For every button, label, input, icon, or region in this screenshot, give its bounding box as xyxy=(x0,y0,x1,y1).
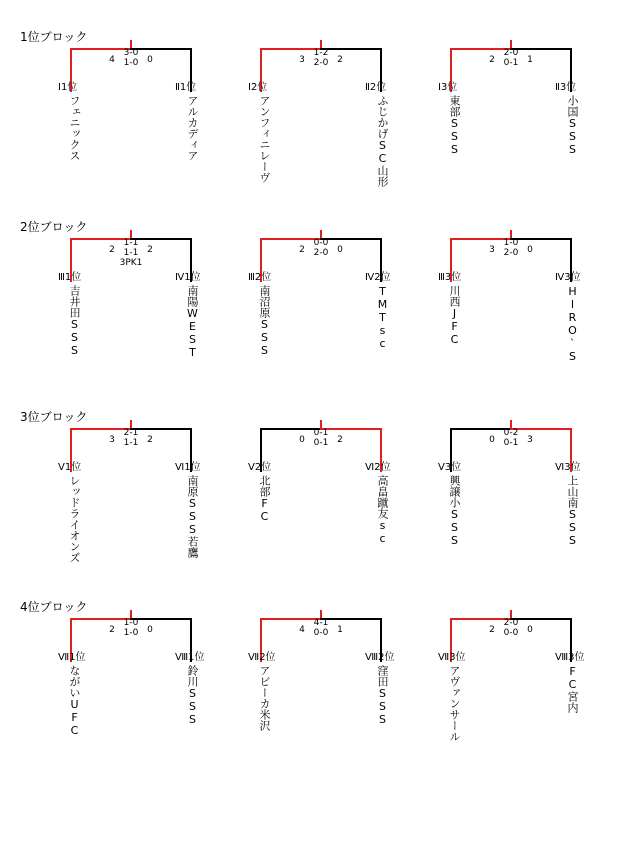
half-scores xyxy=(120,238,142,258)
first-half-score: 1-0 xyxy=(503,238,519,248)
right-team-seed: Ⅱ1位 xyxy=(175,82,197,93)
left-total-score: 0 xyxy=(299,435,305,445)
right-total-score: 0 xyxy=(527,245,533,255)
half-scores xyxy=(120,48,142,68)
right-total-score: 0 xyxy=(147,625,153,635)
match-bracket xyxy=(438,220,581,405)
first-half-score: 0-2 xyxy=(503,428,519,438)
left-total-score: 2 xyxy=(489,55,495,65)
right-total-score: 1 xyxy=(337,625,343,635)
left-team-seed: Ⅰ3位 xyxy=(438,82,458,93)
left-team-seed: Ⅲ1位 xyxy=(58,272,82,283)
right-total-score: 2 xyxy=(337,435,343,445)
half-scores xyxy=(310,48,332,68)
right-team-name: TMTsc xyxy=(376,285,389,350)
right-team-seed: Ⅵ2位 xyxy=(365,462,391,473)
right-total-score: 2 xyxy=(337,55,343,65)
left-team-seed: Ⅴ2位 xyxy=(248,462,272,473)
match-bracket xyxy=(248,30,389,215)
right-team-name: 南原SSS若鷹 xyxy=(186,475,199,558)
half-scores xyxy=(310,238,332,258)
left-team-seed: Ⅲ2位 xyxy=(248,272,272,283)
left-total-score: 2 xyxy=(299,245,305,255)
left-team-name: レッドライオンズ xyxy=(68,475,81,563)
match-bracket xyxy=(58,30,199,215)
pk-score: 3PK1 xyxy=(119,258,143,268)
left-team-name: 吉井田SSS xyxy=(68,285,81,357)
match-bracket xyxy=(58,410,201,595)
first-half-score: 0-1 xyxy=(313,428,329,438)
right-team-name: 小国SSS xyxy=(566,95,579,156)
right-team-name: アルカディア xyxy=(186,95,199,161)
second-half-score: 1-0 xyxy=(123,628,139,638)
left-team-name: アヴァンサール xyxy=(448,665,461,742)
first-half-score: 2-1 xyxy=(123,428,139,438)
first-half-score: 0-0 xyxy=(313,238,329,248)
second-half-score: 1-1 xyxy=(123,248,139,258)
half-scores xyxy=(120,428,142,448)
left-team-seed: Ⅲ3位 xyxy=(438,272,462,283)
first-half-score: 1-0 xyxy=(123,618,139,628)
right-team-seed: Ⅱ3位 xyxy=(555,82,577,93)
left-team-name: 興譲小SSS xyxy=(448,475,461,547)
half-scores xyxy=(500,618,522,638)
right-team-seed: Ⅷ2位 xyxy=(365,652,395,663)
right-team-name: 窪田SSS xyxy=(376,665,389,726)
left-team-name: ながいUFC xyxy=(68,665,81,737)
left-total-score: 4 xyxy=(109,55,115,65)
left-team-seed: Ⅰ2位 xyxy=(248,82,268,93)
second-half-score: 0-1 xyxy=(313,438,329,448)
left-team-name: アビーカ米沢 xyxy=(258,665,271,731)
second-half-score: 2-0 xyxy=(503,248,519,258)
first-half-score: 3-0 xyxy=(123,48,139,58)
match-bracket xyxy=(248,410,391,595)
half-scores xyxy=(500,428,522,448)
left-team-name: 東部SSS xyxy=(448,95,461,156)
right-team-seed: Ⅳ1位 xyxy=(175,272,201,283)
right-team-seed: Ⅷ1位 xyxy=(175,652,205,663)
second-half-score: 1-0 xyxy=(123,58,139,68)
left-total-score: 3 xyxy=(109,435,115,445)
match-bracket xyxy=(58,220,201,405)
first-half-score: 2-0 xyxy=(503,618,519,628)
right-team-seed: Ⅵ3位 xyxy=(555,462,581,473)
match-bracket xyxy=(248,600,395,785)
block-title: 1位ブロック xyxy=(20,30,88,44)
left-team-seed: Ⅴ3位 xyxy=(438,462,462,473)
second-half-score: 0-1 xyxy=(503,58,519,68)
block-title: 2位ブロック xyxy=(20,220,88,234)
half-scores xyxy=(120,618,142,638)
right-team-seed: Ⅳ3位 xyxy=(555,272,581,283)
second-half-score: 0-0 xyxy=(313,628,329,638)
left-total-score: 0 xyxy=(489,435,495,445)
right-team-seed: Ⅵ1位 xyxy=(175,462,201,473)
half-scores xyxy=(500,238,522,258)
second-half-score: 0-1 xyxy=(503,438,519,448)
half-scores xyxy=(310,428,332,448)
right-team-seed: Ⅷ3位 xyxy=(555,652,585,663)
match-bracket xyxy=(438,30,579,215)
half-scores xyxy=(500,48,522,68)
left-team-seed: Ⅰ1位 xyxy=(58,82,78,93)
left-team-seed: Ⅶ3位 xyxy=(438,652,466,663)
first-half-score: 4-1 xyxy=(313,618,329,628)
first-half-score: 1-1 xyxy=(123,238,139,248)
right-total-score: 0 xyxy=(337,245,343,255)
right-team-name: 南陽WEST xyxy=(186,285,199,359)
block-title: 4位ブロック xyxy=(20,600,88,614)
left-team-name: 川西JFC xyxy=(448,285,461,346)
right-total-score: 3 xyxy=(527,435,533,445)
left-team-seed: Ⅶ1位 xyxy=(58,652,86,663)
first-half-score: 2-0 xyxy=(503,48,519,58)
right-team-name: FC宮内 xyxy=(566,665,579,713)
match-bracket xyxy=(58,600,205,785)
right-team-name: ふじかげSC山形 xyxy=(376,95,389,187)
match-bracket xyxy=(248,220,391,405)
left-total-score: 2 xyxy=(109,245,115,255)
right-team-name: 高畠蹴友sc xyxy=(376,475,389,545)
second-half-score: 0-0 xyxy=(503,628,519,638)
right-total-score: 0 xyxy=(147,55,153,65)
match-bracket xyxy=(438,410,581,595)
left-total-score: 3 xyxy=(489,245,495,255)
left-total-score: 2 xyxy=(109,625,115,635)
block-title: 3位ブロック xyxy=(20,410,88,424)
left-team-name: 北部FC xyxy=(258,475,271,523)
right-total-score: 2 xyxy=(147,245,153,255)
right-total-score: 0 xyxy=(527,625,533,635)
right-total-score: 1 xyxy=(527,55,533,65)
left-total-score: 2 xyxy=(489,625,495,635)
left-total-score: 3 xyxy=(299,55,305,65)
match-bracket xyxy=(438,600,585,785)
left-team-seed: Ⅶ2位 xyxy=(248,652,276,663)
second-half-score: 2-0 xyxy=(313,248,329,258)
right-team-name: 鈴川SSS xyxy=(186,665,199,726)
half-scores xyxy=(310,618,332,638)
right-team-name: 上山南SSS xyxy=(566,475,579,547)
right-total-score: 2 xyxy=(147,435,153,445)
right-team-seed: Ⅱ2位 xyxy=(365,82,387,93)
left-team-name: 南沼原SSS xyxy=(258,285,271,357)
second-half-score: 2-0 xyxy=(313,58,329,68)
second-half-score: 1-1 xyxy=(123,438,139,448)
first-half-score: 1-2 xyxy=(313,48,329,58)
right-team-name: HIRO`S xyxy=(566,285,579,363)
right-team-seed: Ⅳ2位 xyxy=(365,272,391,283)
left-team-name: アンフィニレーヴ xyxy=(258,95,271,183)
left-team-name: フェニックス xyxy=(68,95,81,161)
left-total-score: 4 xyxy=(299,625,305,635)
left-team-seed: Ⅴ1位 xyxy=(58,462,82,473)
